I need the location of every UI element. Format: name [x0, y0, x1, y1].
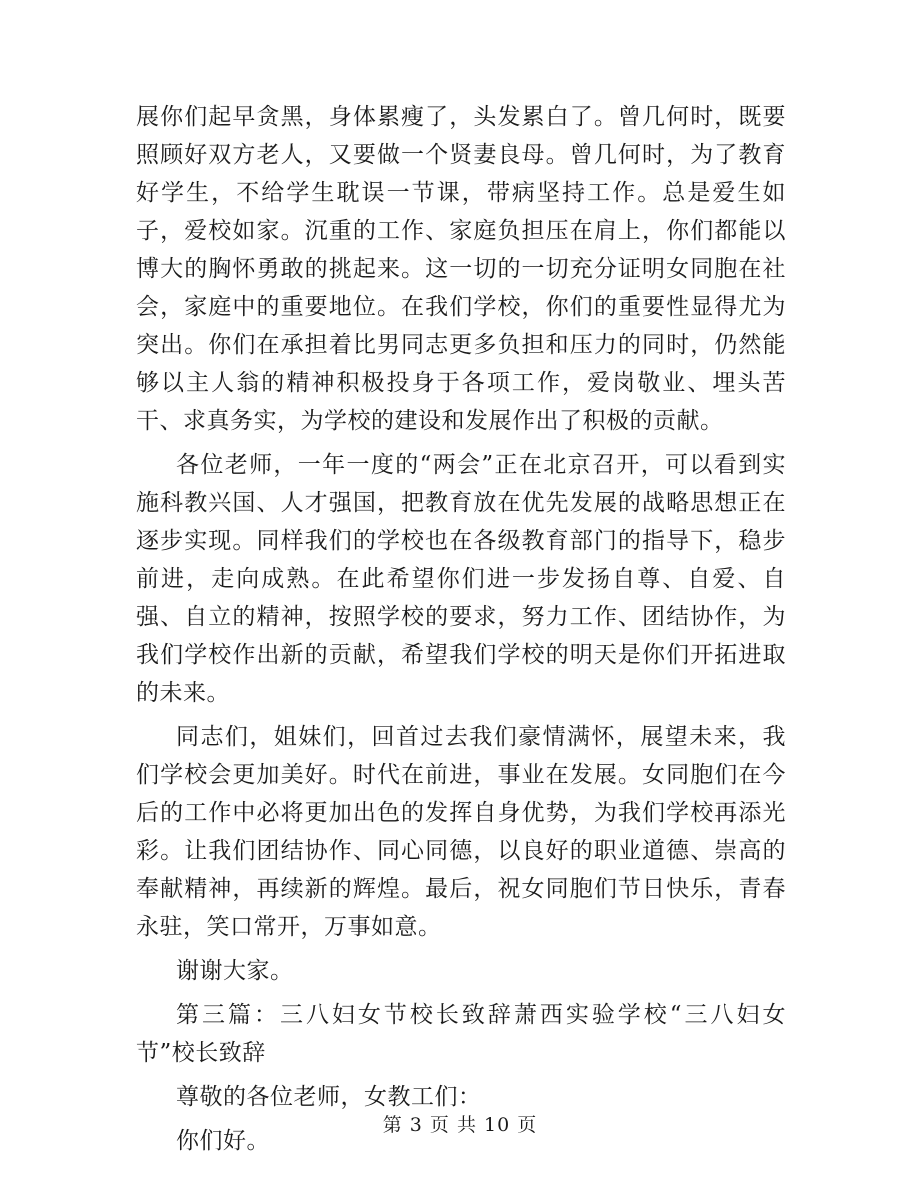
salutation: 尊敬的各位老师，女教工们：: [176, 1084, 482, 1110]
page-number-footer: 第 3 页 共 10 页: [382, 1114, 538, 1136]
paragraph-thanks: 谢谢大家。: [176, 958, 294, 984]
document-body: [136, 98, 786, 1166]
paragraph-continuation: 展你们起早贪黑，身体累瘦了，头发累白了。曾几何时，既要照顾好双方老人，又要做一个贤妻良母。曾几何时，为了教育好学生，不给学生耽误一节课，带病坚持工作。总是爱生如子，爱校如家。沉重的工作、家庭负担压在肩上，你们都能以博大的胸怀勇敢的挑起来。这一切的一切充分证明女同胞在社会，家庭中的重要地位。在我们学校，你们的重要性显得尤为突出。你们在承担着比男同志更多负担和压力的同时，仍然能够以主人翁的精神积极投身于各项工作，爱岗敬业、埋头苦干、求真务实，为学校的建设和发展作出了积极的贡献。: [136, 104, 786, 434]
paragraph-closing-wishes: 同志们，姐妹们，回首过去我们豪情满怀，展望未来，我们学校会更加美好。时代在前进，事业在发展。女同胞们在今后的工作中必将更加出色的发挥自身优势，为我们学校再添光彩。让我们团结协作、同心同德，以良好的职业道德、崇高的奉献精神，再续新的辉煌。最后，祝女同胞们节日快乐，青春永驻，笑口常开，万事如意。: [136, 724, 786, 940]
section-heading-part-three: 第三篇：三八妇女节校长致辞萧西实验学校“三八妇女节”校长致辞: [136, 1002, 786, 1066]
paragraph-two-sessions: 各位老师，一年一度的“两会”正在北京召开，可以看到实施科教兴国、人才强国，把教育放在优先发展的战略思想正在逐步实现。同样我们的学校也在各级教育部门的指导下，稳步前进，走向成熟。在此希望你们进一步发扬自尊、自爱、自强、自立的精神，按照学校的要求，努力工作、团结协作，为我们学校作出新的贡献，希望我们学校的明天是你们开拓进取的未来。: [136, 452, 786, 706]
greeting: 你们好。: [176, 1128, 270, 1154]
